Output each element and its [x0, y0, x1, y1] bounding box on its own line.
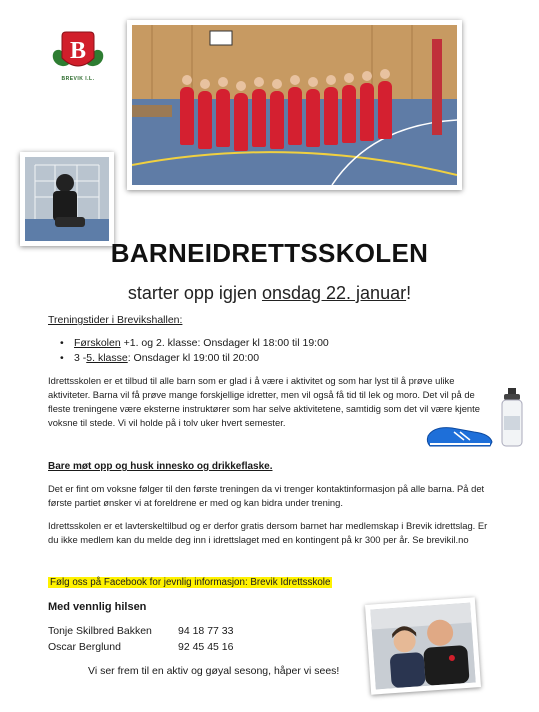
- shoe-icon: [424, 420, 496, 450]
- group-name: 5. klasse: [86, 352, 128, 364]
- goalie-photo: [20, 152, 114, 246]
- group-prefix: 3 -: [74, 352, 87, 364]
- closing-line: Vi ser frem til en aktiv og gøyal sesong, håper vi sees!: [88, 665, 340, 677]
- start-date: onsdag 22. januar: [261, 283, 407, 303]
- list-item: [60, 351, 329, 366]
- contact-name: Oscar Berglund: [48, 641, 121, 653]
- parent-paragraph: Det er fint om voksne følger til den første treningen da vi trenger kontaktinformasjon på alle barna. På det første partiet ønsker vi at foreldrene er med og kan bidra under trening.: [48, 483, 485, 508]
- contact-phone: 94 18 77 33: [178, 625, 234, 637]
- goalie-scene-icon: [25, 157, 109, 241]
- contact-phone: 92 45 45 16: [178, 641, 234, 653]
- page-title: BARNEIDRETTSSKOLEN: [110, 238, 429, 268]
- training-times-heading: Treningstider i Brevikshallen:: [48, 314, 183, 326]
- greeting: Med vennlig hilsen: [48, 601, 147, 613]
- equipment-heading: Bare møt opp og husk innesko og drikkeflaske.: [48, 461, 273, 472]
- group-name: Førskolen: [74, 337, 121, 349]
- contact-name: Tonje Skilbred Bakken: [48, 625, 152, 637]
- facebook-note: Følg oss på Facebook for jevnlig informasjon: Brevik Idrettsskole: [50, 577, 331, 588]
- brevik-logo: [48, 28, 108, 92]
- coaches-scene-icon: [370, 603, 475, 690]
- group-time: +1. og 2. klasse: Onsdager kl 18:00 til 19:00: [120, 337, 329, 349]
- logo-text: BREVIK I.L.: [61, 76, 95, 82]
- coaches-photo: [365, 597, 481, 694]
- start-date-subtitle: [0, 283, 539, 304]
- membership-paragraph: Idrettsskolen er et lavterskeltilbud og er derfor gratis dersom barnet har medlemskap i Brevik idrettslag. Er du ikke medlem kan du melde deg inn i idrettslaget med en kontingent på kr 300 per år. Se brevikil.no: [48, 520, 488, 545]
- subtitle-suffix: !: [406, 283, 412, 303]
- training-times-list: [60, 336, 329, 366]
- list-item: [60, 336, 329, 351]
- club-crest-icon: [48, 28, 108, 78]
- subtitle-prefix: starter opp igjen: [127, 283, 262, 303]
- team-photo: [127, 20, 462, 190]
- logo-letter: B: [69, 38, 87, 64]
- group-time: : Onsdager kl 19:00 til 20:00: [127, 352, 260, 364]
- intro-paragraph: Idrettsskolen er et tilbud til alle barn som er glad i å være i aktivitet og som har lyst til å prøve ulike aktiviteter. Barna vil få prøve mange forskjellige idretter, men vil også få tid til lek og moro. Det vil på de fleste treningene være eksterne instruktører som har selve aktivitetene, samtidig som det vil være kjente voksne til stede. Vi vil holde på i tolv uker hvert semester.: [48, 375, 480, 428]
- water-bottle-icon: [498, 386, 526, 448]
